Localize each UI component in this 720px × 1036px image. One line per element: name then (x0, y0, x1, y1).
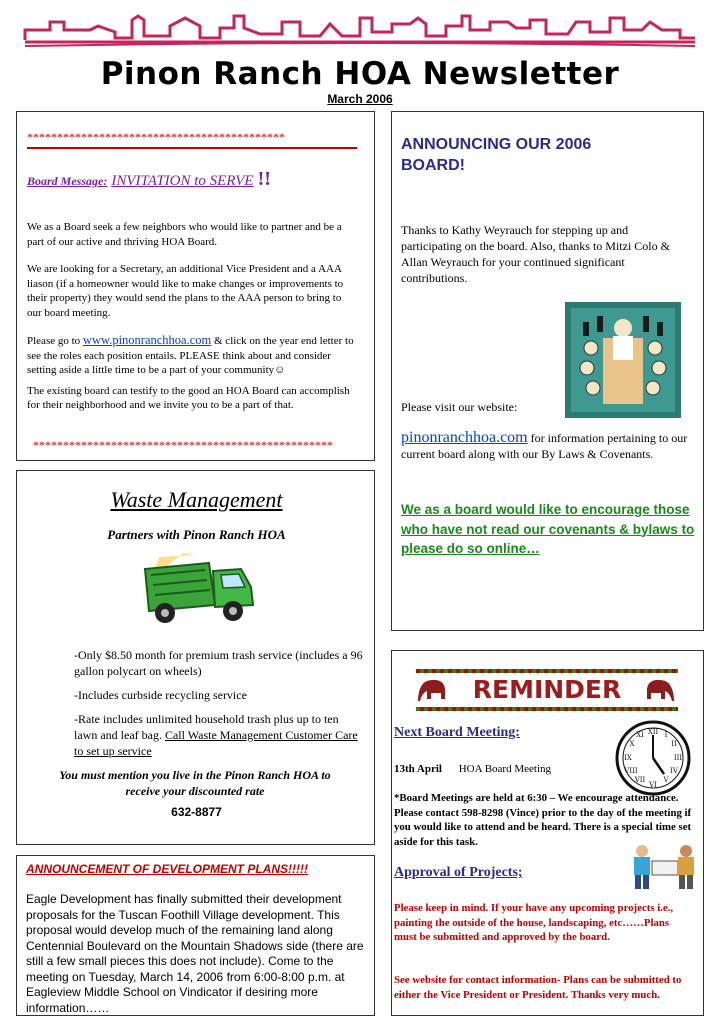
waste-bullet-3 (74, 711, 364, 759)
meeting-date-row (394, 763, 551, 775)
para-3-post: & click on the year end letter to see the roles each position entails. PLEASE think about and consider setting aside a little time to be a part of your community☺ (27, 335, 354, 376)
board-message-title: INVITATION to SERVE (111, 173, 254, 189)
website-info-text (401, 430, 691, 462)
board-message-para-4: The existing board can testify to the good an HOA Board can accomplish for their neighborhood and we invite you to be a part of that. (27, 384, 350, 411)
garbage-truck-icon (135, 551, 260, 626)
para-3-pre: Please go to (27, 335, 83, 347)
svg-text:VIII: VIII (624, 767, 638, 775)
reminder-banner-text: REMINDER (472, 675, 622, 704)
svg-text:II: II (671, 740, 677, 748)
board-message-label: Board Message: (27, 174, 108, 188)
svg-text:VI: VI (649, 781, 657, 789)
waste-management-subtitle: Partners with Pinon Ranch HOA (107, 527, 286, 542)
workers-illustration (624, 843, 700, 891)
board-message-heading (27, 168, 271, 191)
board-message-para-2: We are looking for a Secretary, an additional Vice President and a AAA liason (if a homeowner would like to make changes or improvements to their property) they would send the plans to the AAA person to bring to our board meeting. (27, 263, 344, 319)
meeting-date: 13th April (394, 763, 442, 775)
waste-phone-number: 632-8877 (171, 805, 222, 819)
svg-text:III: III (673, 754, 683, 762)
svg-text:VII: VII (634, 776, 646, 784)
board-message-para-3 (27, 333, 357, 378)
board-message-para-1: We as a Board seek a few neighbors who would like to partner and be a part of our active and thriving HOA Board. (27, 221, 342, 248)
approval-text-1: Please keep in mind. If your have any upcoming projects i.e., painting the outside of the house, landscaping, etc……Plans must be submitted and approved by the board. (394, 902, 674, 943)
svg-text:I: I (664, 731, 668, 739)
reminder-panel (391, 650, 704, 1016)
board-message-body (27, 220, 357, 413)
clock-icon (614, 719, 692, 797)
svg-text:V: V (663, 776, 669, 784)
board-message-panel (16, 111, 375, 461)
development-body: Eagle Development has finally submitted their development proposals for the Tuscan Foothill Village development. This proposal would develop much of the remaining land along Centennial Boulevard on the Mountain Shadows side (there are still a few small pieces this does not include). Come to the meeting on Tuesday, March 14, 2006 from 6:00-8:00 p.m. at Eagleview Middle School on Vindicator if desiring more information…… (26, 892, 364, 1015)
website-link[interactable]: www.pinonranchhoa.com (82, 333, 212, 347)
board-website-link[interactable]: pinonranchhoa.com (401, 429, 528, 446)
waste-mention-text: You must mention you live in the Pinon Ranch HOA to receive your discounted rate (59, 768, 331, 798)
visit-website-text: Please visit our website: (401, 400, 518, 414)
waste-bullet-1: -Only $8.50 month for premium trash service (includes a 96 gallon polycart on wheels) (74, 648, 363, 678)
reminder-banner (416, 669, 678, 711)
waste-bullets (74, 647, 364, 759)
waste-bullet-2: -Includes curbside recycling service (74, 688, 247, 702)
elephant-right-icon (644, 677, 676, 703)
svg-text:XII: XII (647, 728, 659, 736)
elephant-left-icon (416, 677, 448, 703)
waste-management-panel (16, 470, 375, 845)
newsletter-title: Pinon Ranch HOA Newsletter (100, 56, 620, 92)
approval-heading: Approval of Projects; (394, 865, 523, 880)
waste-bullet-3-pre: -Rate includes unlimited household trash plus up to ten lawn and leaf bag. (74, 712, 339, 742)
announcing-board-panel (391, 111, 704, 631)
newsletter-date: March 2006 (327, 92, 393, 106)
banner-border-bottom (416, 707, 678, 711)
waste-management-title: Waste Management (110, 487, 283, 512)
svg-text:IV: IV (670, 767, 678, 775)
svg-text:X: X (629, 740, 635, 748)
stars-divider-bottom: ************************************************** (33, 438, 333, 452)
website-info-rest: for information pertaining to our current board along with our By Laws & Covenants. (401, 431, 688, 461)
encourage-covenants-text: We as a board would like to encourage those who have not read our covenants & bylaws to please do so online… (401, 502, 695, 556)
development-panel (16, 855, 375, 1016)
announcing-board-heading: ANNOUNCING OUR 2006 BOARD! (401, 136, 592, 174)
board-message-exclaim: !! (257, 168, 271, 190)
next-meeting-heading: Next Board Meeting: (394, 725, 520, 740)
development-heading: ANNOUNCEMENT OF DEVELOPMENT PLANS!!!!! (26, 862, 308, 876)
svg-text:XI: XI (636, 731, 644, 739)
stars-divider-top: ******************************************* (27, 130, 357, 149)
meeting-description: HOA Board Meeting (458, 763, 551, 775)
waste-customer-care-link[interactable]: Call Waste Management Customer Care to set up service (74, 728, 358, 758)
board-thanks-text: Thanks to Kathy Weyrauch for stepping up and participating on the board. Also, thanks to Mitzi Colo & Allan Weyrauch for your continued significant contributions. (401, 223, 670, 285)
meeting-note: *Board Meetings are held at 6:30 – We encourage attendance. Please contact 598-8298 (Vince) prior to the day of the meeting if you would like to attend and be heard. There is a special time set aside for this task. (394, 792, 692, 848)
skyline-banner (20, 8, 700, 50)
svg-text:IX: IX (624, 754, 632, 762)
approval-text-2: See website for contact information- Plans can be submitted to either the Vice President or President. Thanks very much. (394, 974, 682, 1001)
